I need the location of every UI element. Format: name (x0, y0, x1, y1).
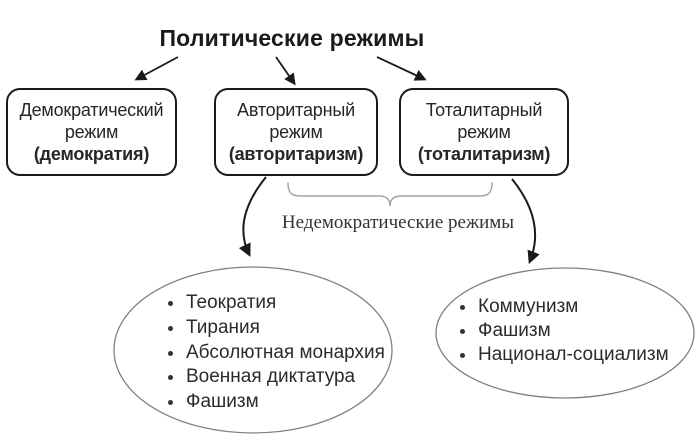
box-totalitarian-term: (тоталитаризм) (417, 144, 551, 164)
left-ellipse-list (156, 291, 385, 415)
box-authoritarian-name: Авторитарный (237, 100, 355, 120)
box-totalitarian-name: Тоталитарный (425, 100, 543, 120)
list-item: Военная диктатура (156, 365, 385, 390)
list-item: Фашизм (448, 319, 669, 343)
arrow-title-to-authoritarian-box (276, 57, 294, 83)
box-democratic-regime (6, 88, 177, 176)
box-authoritarian-regime (214, 88, 378, 176)
right-ellipse-list (448, 295, 669, 367)
arrow-title-to-democratic-box (137, 57, 178, 79)
arrow-title-to-totalitarian-box (377, 57, 424, 79)
box-democratic-term: (демократия) (33, 144, 150, 164)
list-item: Теократия (156, 291, 385, 316)
list-item: Абсолютная монархия (156, 341, 385, 366)
box-authoritarian-term: (авторитаризм) (228, 144, 364, 164)
box-totalitarian-regime (399, 88, 569, 176)
nondemocratic-regimes-label: Недемократические режимы (281, 212, 515, 233)
box-totalitarian-subtitle: режим (457, 122, 511, 142)
underbrace-nondemocratic (288, 183, 492, 206)
box-democratic-name: Демократический (19, 100, 164, 120)
box-authoritarian-subtitle: режим (269, 122, 323, 142)
list-item: Тирания (156, 316, 385, 341)
diagram-title: Политические режимы (159, 25, 425, 51)
box-democratic-subtitle: режим (64, 122, 119, 142)
list-item: Национал-социализм (448, 343, 669, 367)
list-item: Коммунизм (448, 295, 669, 319)
list-item: Фашизм (156, 390, 385, 415)
